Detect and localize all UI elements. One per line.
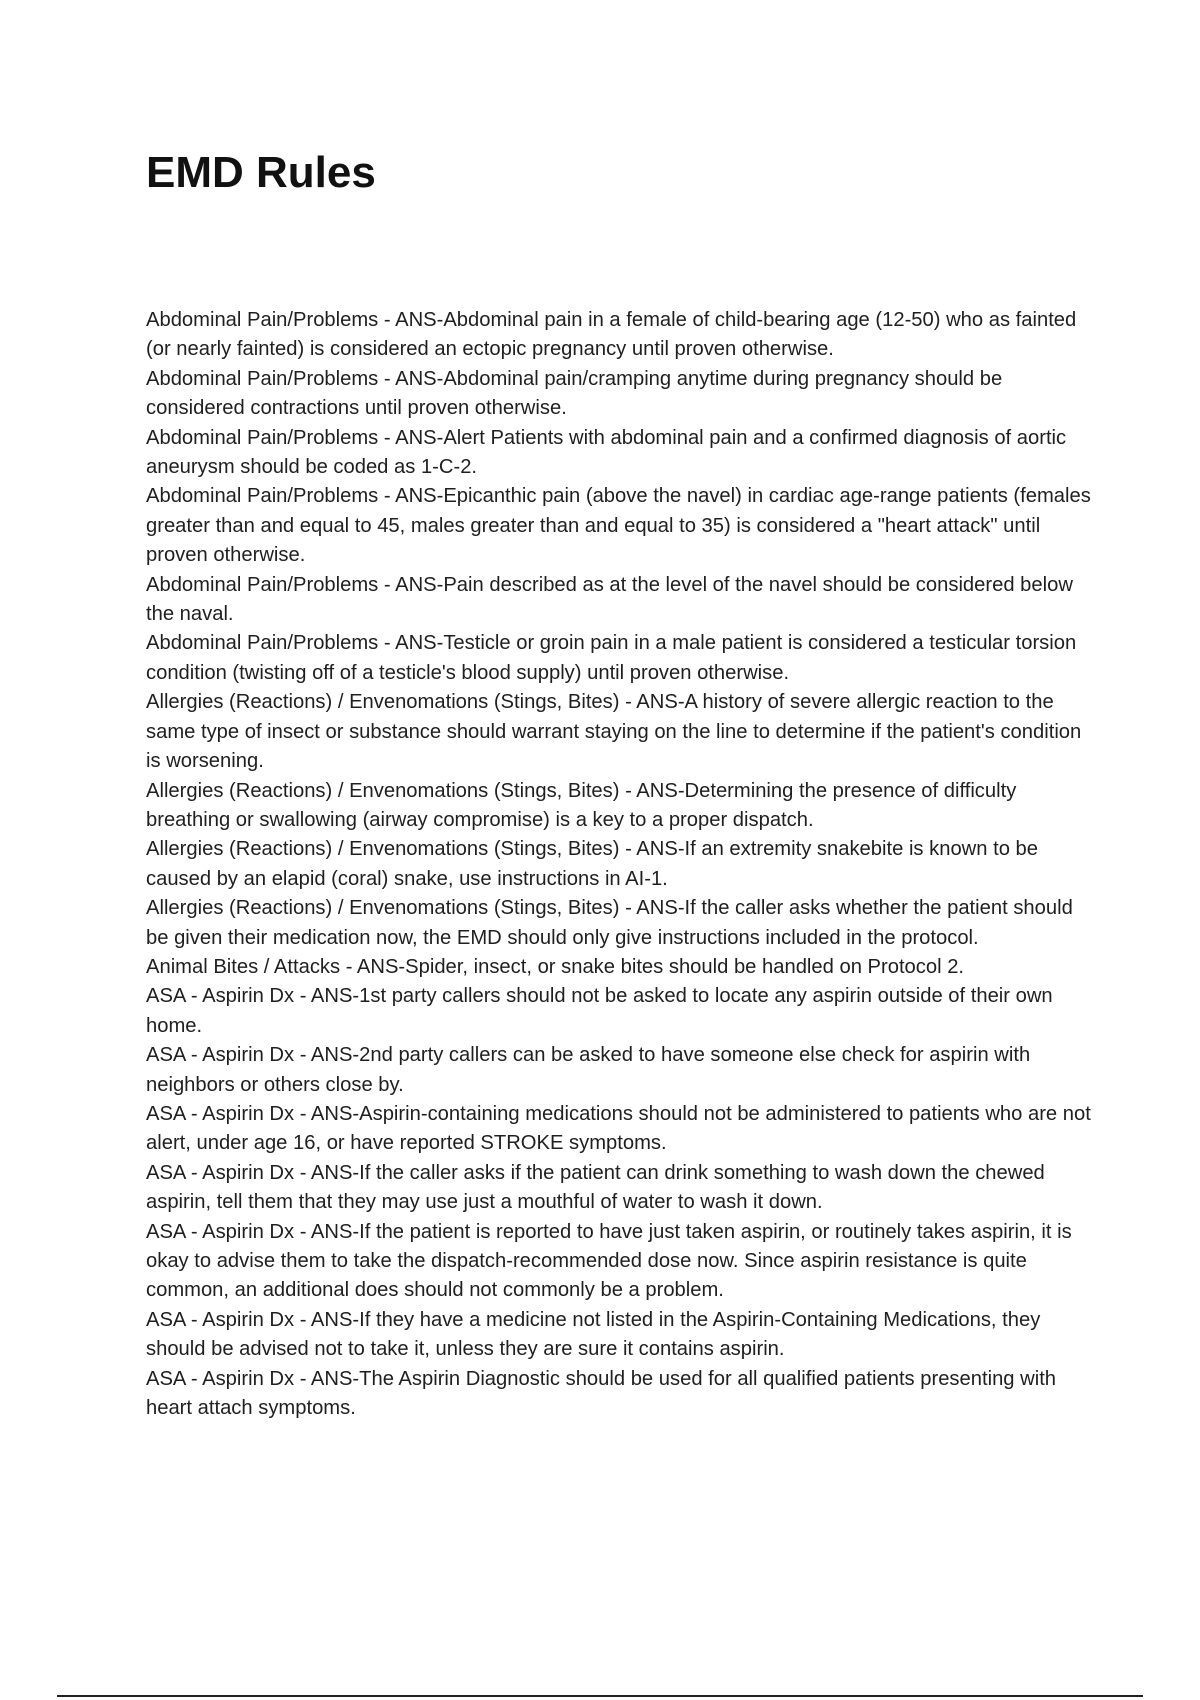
rule-item: Allergies (Reactions) / Envenomations (Stings, Bites) - ANS-Determining the presence of difficulty breathing or swallowing (airway compromise) is a key to a proper dispatch. [146,779,1017,831]
rule-item: Animal Bites / Attacks - ANS-Spider, insect, or snake bites should be handled on Protocol 2. [146,955,965,978]
rule-item: ASA - Aspirin Dx - ANS-Aspirin-containing medications should not be administered to patients who are not alert, under age 16, or have reported STROKE symptoms. [146,1102,1091,1155]
rule-item: Abdominal Pain/Problems - ANS-Epicanthic pain (above the navel) in cardiac age-range patients (females greater than and equal to 45, males greater than and equal to 35) is considered a "heart attack" until proven otherwise. [146,485,1091,567]
rule-item: ASA - Aspirin Dx - ANS-1st party callers should not be asked to locate any aspirin outside of their own home. [146,985,1053,1037]
rule-item: ASA - Aspirin Dx - ANS-If they have a medicine not listed in the Aspirin-Containing Medications, they should be advised not to take it, unless they are sure it contains aspirin. [146,1308,1041,1361]
rule-item: ASA - Aspirin Dx - ANS-If the caller asks if the patient can drink something to wash down the chewed aspirin, tell them that they may use just a mouthful of water to wash it down. [146,1161,1045,1214]
rule-item: Abdominal Pain/Problems - ANS-Abdominal pain/cramping anytime during pregnancy should be considered contractions until proven otherwise. [146,367,1003,420]
rule-item: Allergies (Reactions) / Envenomations (Stings, Bites) - ANS-A history of severe allergic reaction to the same type of insect or substance should warrant staying on the line to determine if the patient's condition is worsening. [146,691,1082,773]
rule-item: Abdominal Pain/Problems - ANS-Pain described as at the level of the navel should be considered below the naval. [146,573,1073,626]
footer-divider [57,1695,1143,1697]
rule-item: Abdominal Pain/Problems - ANS-Testicle or groin pain in a male patient is considered a testicular torsion condition (twisting off of a testicle's blood supply) until proven otherwise. [146,632,1077,684]
page-title: EMD Rules [146,148,376,197]
rule-item: Abdominal Pain/Problems - ANS-Abdominal pain in a female of child-bearing age (12-50) who as fainted (or nearly fainted) is considered an ectopic pregnancy until proven otherwise. [146,309,1077,361]
rule-item: ASA - Aspirin Dx - ANS-2nd party callers can be asked to have someone else check for aspirin with neighbors or others close by. [146,1044,1031,1096]
rule-item: Allergies (Reactions) / Envenomations (Stings, Bites) - ANS-If the caller asks whether the patient should be given their medication now, the EMD should only give instructions included in the protocol. [146,897,1073,949]
rules-list [146,306,1096,1423]
rule-item: ASA - Aspirin Dx - ANS-The Aspirin Diagnostic should be used for all qualified patients presenting with heart attach symptoms. [146,1367,1057,1420]
rule-item: ASA - Aspirin Dx - ANS-If the patient is reported to have just taken aspirin, or routinely takes aspirin, it is okay to advise them to take the dispatch-recommended dose now. Since aspirin resistance is quite common, an additional does should not commonly be a problem. [146,1220,1072,1302]
rule-item: Allergies (Reactions) / Envenomations (Stings, Bites) - ANS-If an extremity snakebite is known to be caused by an elapid (coral) snake, use instructions in AI-1. [146,838,1038,890]
rule-item: Abdominal Pain/Problems - ANS-Alert Patients with abdominal pain and a confirmed diagnosis of aortic aneurysm should be coded as 1-C-2. [146,426,1067,479]
